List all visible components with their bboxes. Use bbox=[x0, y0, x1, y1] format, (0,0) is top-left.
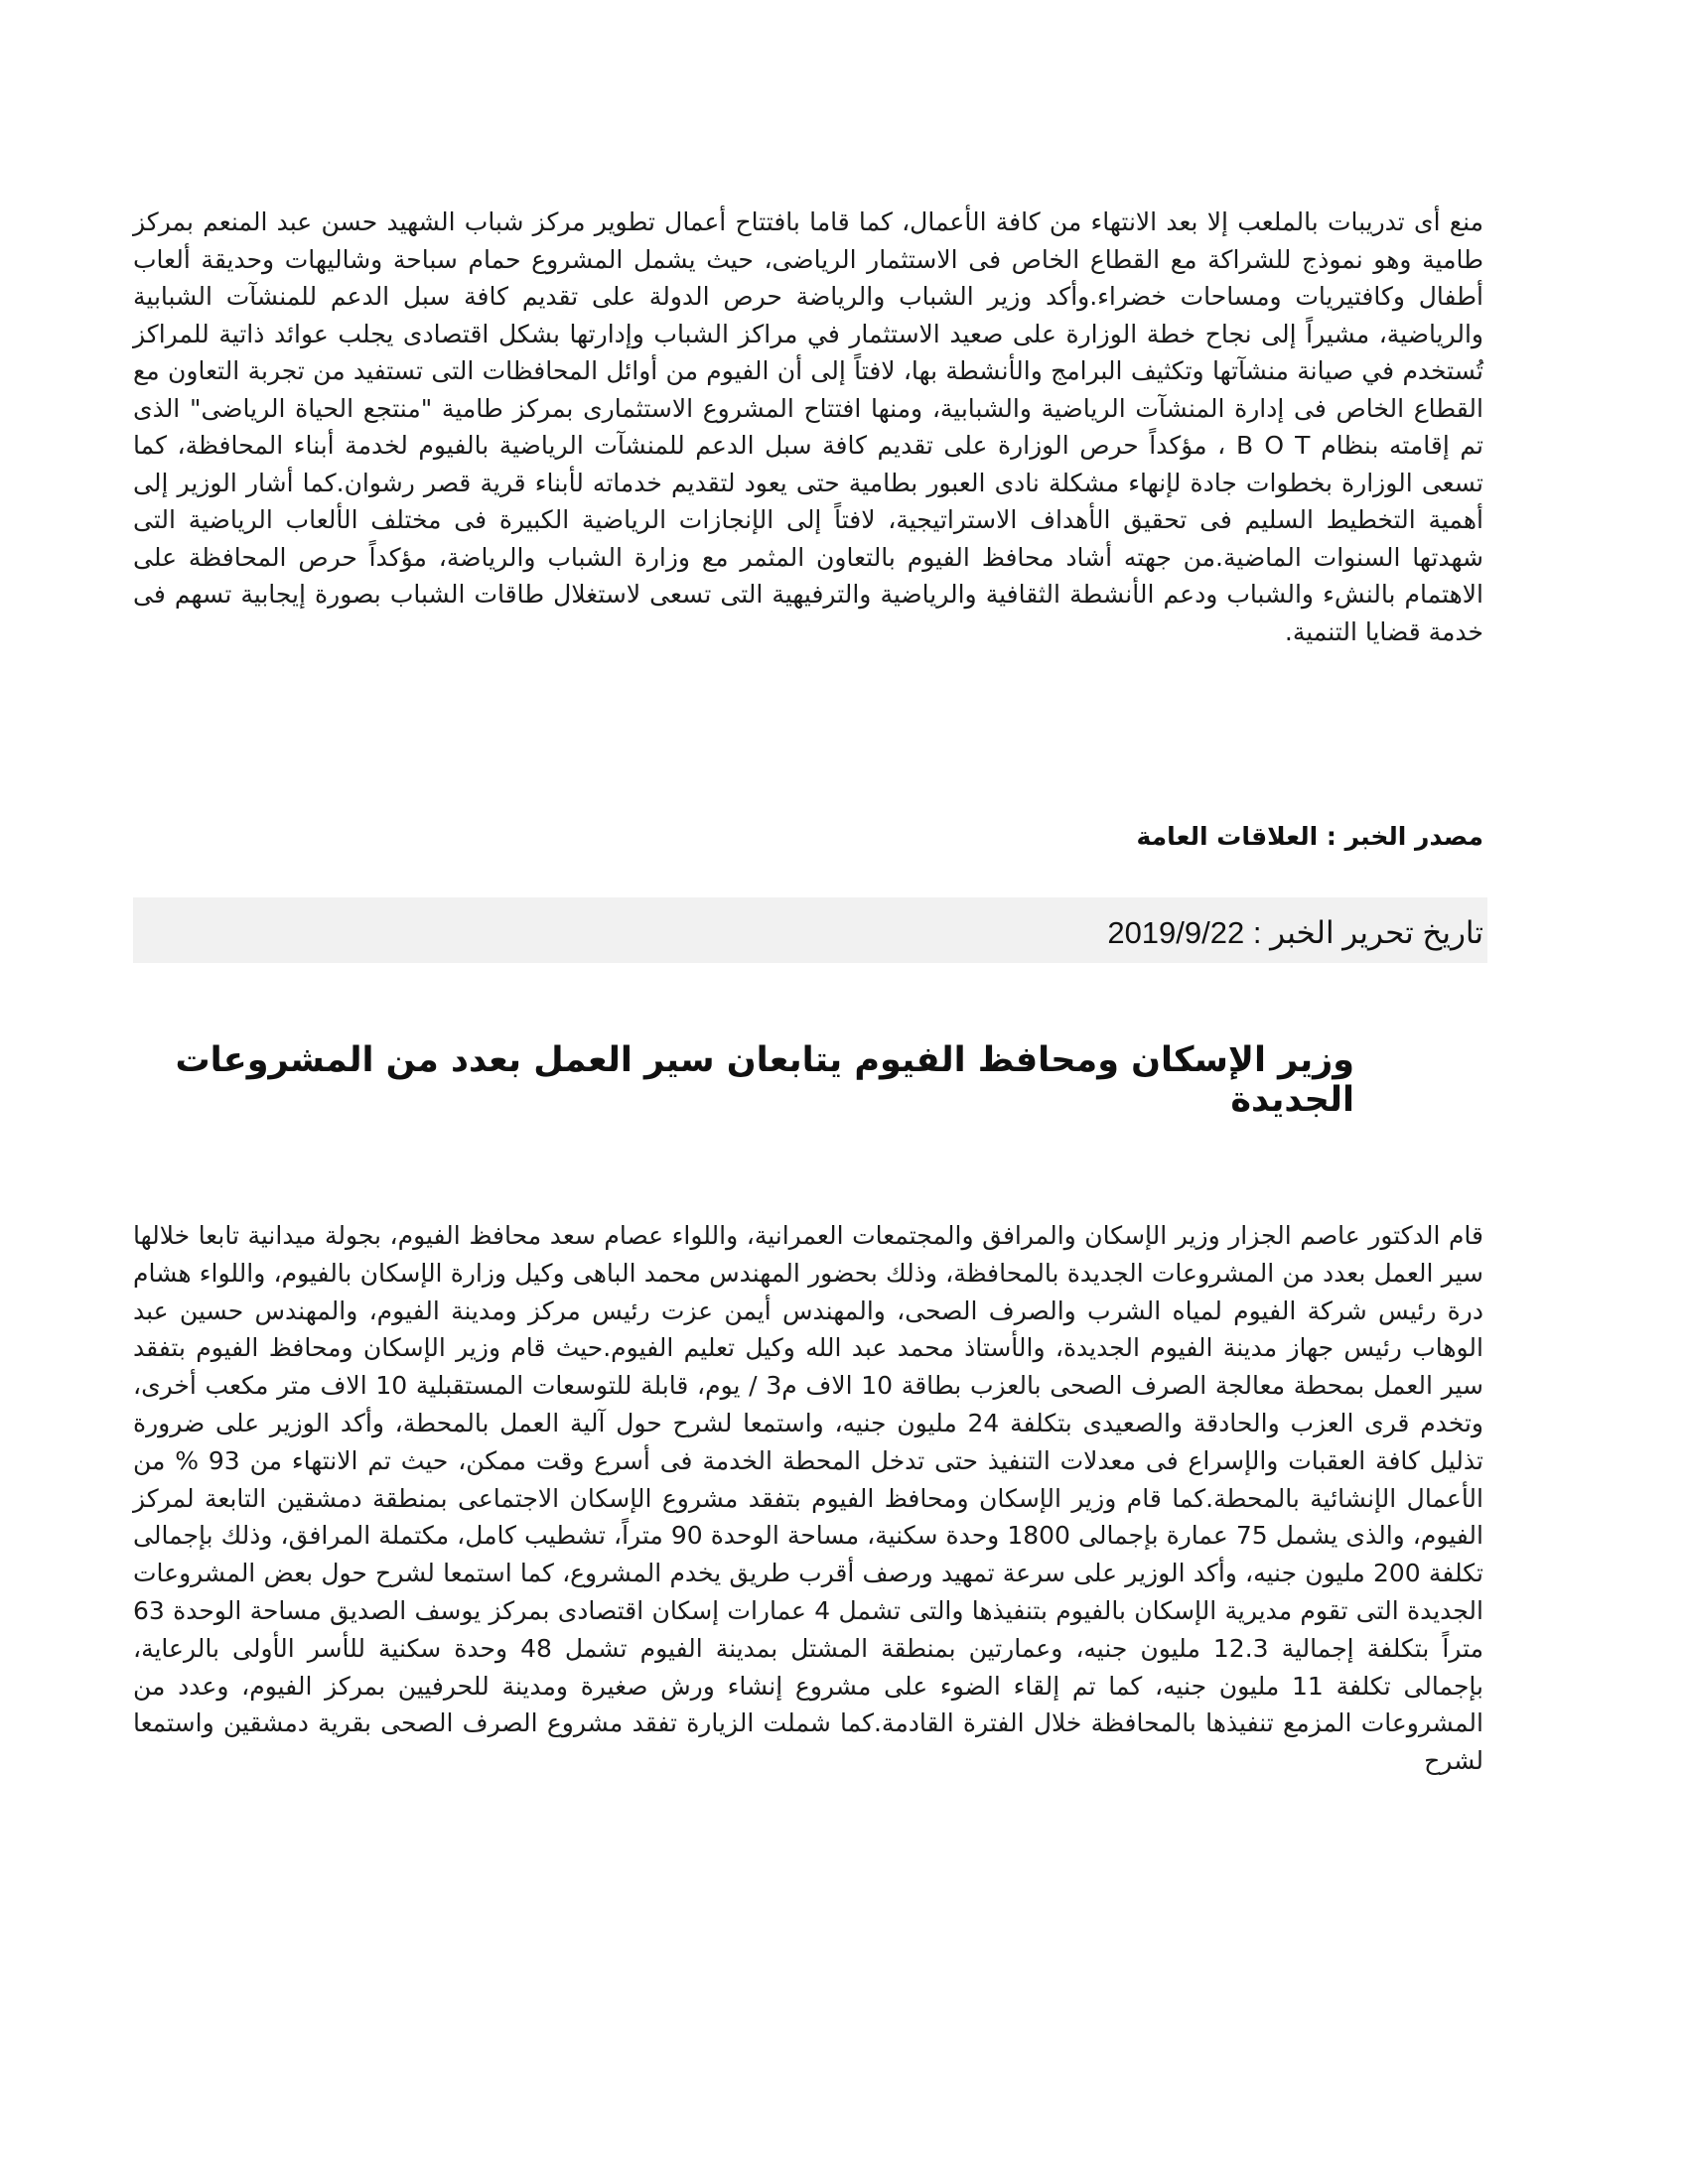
news-date-line: تاريخ تحرير الخبر : 2019/9/22 bbox=[1107, 915, 1483, 950]
article-1-paragraph: منع أى تدريبات بالملعب إلا بعد الانتهاء من كافة الأعمال، كما قاما بافتتاح أعمال تطوير مركز شباب الشهيد حسن عبد المنعم بمركز طامية وهو نموذج للشراكة مع القطاع الخاص فى الاستثمار الرياضى، حيث يشمل المشروع حمام سباحة وشاليهات وحديقة ألعاب أطفال وكافتيريات ومساحات خضراء.وأكد وزير الشباب والرياضة حرص الدولة على تقديم كافة سبل الدعم للمنشآت الشبابية والرياضية، مشيراً إلى نجاح خطة الوزارة على صعيد الاستثمار في مراكز الشباب وإدارتها بشكل اقتصادى يجلب عوائد ذاتية للمراكز تُستخدم في صيانة منشآتها وتكثيف البرامج والأنشطة بها، لافتاً إلى أن الفيوم من أوائل المحافظات التى تستفيد من تجربة التعاون مع القطاع الخاص فى إدارة المنشآت الرياضية والشبابية، ومنها افتتاح المشروع الاستثمارى بمركز طامية "منتجع الحياة الرياضى" الذى تم إقامته بنظام B O T ، مؤكداً حرص الوزارة على تقديم كافة سبل الدعم للمنشآت الرياضية بالفيوم لخدمة أبناء المحافظة، كما تسعى الوزارة بخطوات جادة لإنهاء مشكلة نادى العبور بطامية حتى يعود لتقديم خدماته لأبناء قرية قصر رشوان.كما أشار الوزير إلى أهمية التخطيط السليم فى تحقيق الأهداف الاستراتيجية، لافتاً إلى الإنجازات الرياضية الكبيرة فى مختلف الألعاب الرياضية التى شهدتها السنوات الماضية.من جهته أشاد محافظ الفيوم بالتعاون المثمر مع وزارة الشباب والرياضة، مؤكداً حرص المحافظة على الاهتمام بالنشء والشباب ودعم الأنشطة الثقافية والرياضية والترفيهية التى تسعى لاستغلال طاقات الشباب بصورة إيجابية تسهم فى خدمة قضايا التنمية. bbox=[133, 207, 1483, 646]
article-1-body bbox=[133, 204, 1483, 650]
article-2-body bbox=[133, 1217, 1483, 1780]
news-source-line: مصدر الخبر : العلاقات العامة bbox=[1136, 822, 1483, 851]
article-2-title: وزير الإسكان ومحافظ الفيوم يتابعان سير العمل بعدد من المشروعات الجديدة bbox=[175, 1040, 1354, 1120]
article-2-paragraph: قام الدكتور عاصم الجزار وزير الإسكان والمرافق والمجتمعات العمرانية، واللواء عصام سعد محافظ الفيوم، بجولة ميدانية تابعا خلالها سير العمل بعدد من المشروعات الجديدة بالمحافظة، وذلك بحضور المهندس محمد الباهى وكيل وزارة الإسكان بالفيوم، واللواء هشام درة رئيس شركة الفيوم لمياه الشرب والصرف الصحى، والمهندس أيمن عزت رئيس مركز ومدينة الفيوم، والمهندس حسين عبد الوهاب رئيس جهاز مدينة الفيوم الجديدة، والأستاذ محمد عبد الله وكيل تعليم الفيوم.حيث قام وزير الإسكان ومحافظ الفيوم بتفقد سير العمل بمحطة معالجة الصرف الصحى بالعزب بطاقة 10 الاف م3 / يوم، قابلة للتوسعات المستقبلية 10 الاف متر مكعب أخرى، وتخدم قرى العزب والحادقة والصعيدى بتكلفة 24 مليون جنيه، واستمعا لشرح حول آلية العمل بالمحطة، وأكد الوزير على ضرورة تذليل كافة العقبات والإسراع فى معدلات التنفيذ حتى تدخل المحطة الخدمة فى أسرع وقت ممكن، حيث تم الانتهاء من 93 % من الأعمال الإنشائية بالمحطة.كما قام وزير الإسكان ومحافظ الفيوم بتفقد مشروع الإسكان الاجتماعى بمنطقة دمشقين التابعة لمركز الفيوم، والذى يشمل 75 عمارة بإجمالى 1800 وحدة سكنية، مساحة الوحدة 90 متراً، تشطيب كامل، مكتملة المرافق، وذلك بإجمالى تكلفة 200 مليون جنيه، وأكد الوزير على سرعة تمهيد ورصف أقرب طريق يخدم المشروع، كما استمعا لشرح حول بعض المشروعات الجديدة التى تقوم مديرية الإسكان بالفيوم بتنفيذها والتى تشمل 4 عمارات إسكان اقتصادى بمركز يوسف الصديق مساحة الوحدة 63 متراً بتكلفة إجمالية 12.3 مليون جنيه، وعمارتين بمنطقة المشتل بمدينة الفيوم تشمل 48 وحدة سكنية للأسر الأولى بالرعاية، بإجمالى تكلفة 11 مليون جنيه، كما تم إلقاء الضوء على مشروع إنشاء ورش صغيرة ومدينة للحرفيين بمركز الفيوم، وعدد من المشروعات المزمع تنفيذها بالمحافظة خلال الفترة القادمة.كما شملت الزيارة تفقد مشروع الصرف الصحى بقرية دمشقين واستمعا لشرح bbox=[133, 1221, 1484, 1776]
